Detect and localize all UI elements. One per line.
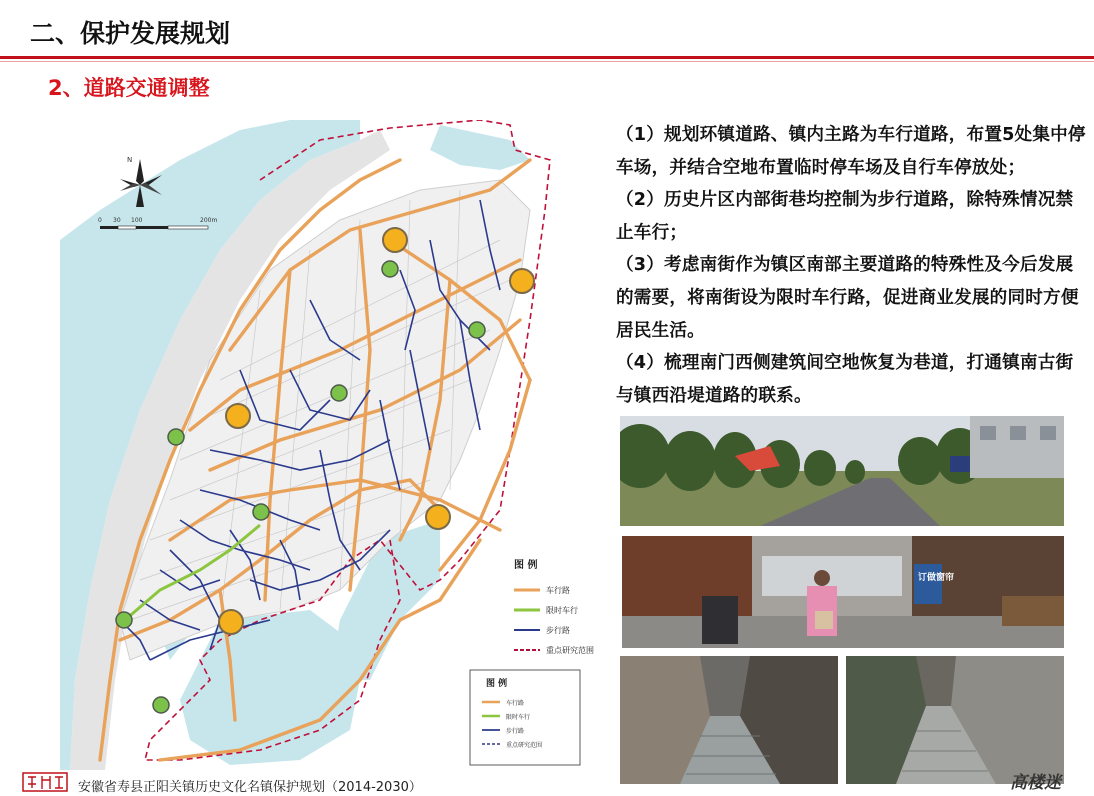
parking-small: [382, 261, 398, 277]
paragraph-4: （4）梳理南门西侧建筑间空地恢复为巷道，打通镇南古街与镇西沿堤道路的联系。: [616, 353, 1074, 406]
legend-label-study: 重点研究范围: [546, 646, 594, 655]
page-subtitle: 2、道路交通调整: [48, 76, 210, 100]
north-label: N: [127, 156, 133, 164]
legend-small-walk: 步行路: [506, 728, 525, 735]
parking-large: [219, 610, 243, 634]
parking-large: [426, 505, 450, 529]
parking-large: [383, 228, 407, 252]
parking-small: [168, 429, 184, 445]
description-panel: [616, 119, 1086, 412]
scale-label-0: 0: [98, 217, 102, 224]
header-divider-thin: [0, 61, 1094, 62]
legend-small-study: 重点研究范围: [506, 742, 543, 749]
scale-label-30: 30: [113, 217, 121, 224]
scale-label-100: 100: [131, 217, 143, 224]
photo-alley-2: [846, 656, 1064, 784]
legend-label-timed: 限时车行: [546, 606, 578, 615]
legend-small-timed: 限时车行: [506, 714, 531, 721]
photo-tree-road: [620, 416, 1064, 526]
parking-large: [510, 269, 534, 293]
paragraph-3: （3）考虑南街作为镇区南部主要道路的特殊性及今后发展的需要，将南街设为限时车行路，促进商业发展的同时方便居民生活。: [616, 255, 1079, 341]
paragraph-2: （2）历史片区内部街巷均控制为步行道路，除特殊情况禁止车行；: [616, 190, 1074, 243]
parking-small: [469, 322, 485, 338]
parking-large: [226, 404, 250, 428]
photo-sign: 订做窗帘: [918, 573, 955, 583]
paragraph-1: （1）规划环镇道路、镇内主路为车行道路，布置5处集中停车场，并结合空地布置临时停车场及自行车停放处；: [616, 125, 1086, 178]
photo-alley-1: [620, 656, 838, 784]
footer-caption: 安徽省寿县正阳关镇历史文化名镇保护规划（2014-2030）: [78, 780, 422, 795]
map-canvas: [60, 120, 608, 770]
legend-title: 图 例: [514, 560, 538, 571]
parking-small: [116, 612, 132, 628]
seal-logo-icon: [22, 772, 68, 792]
scale-bar: [100, 226, 208, 229]
legend-small-title: 图 例: [486, 679, 508, 689]
watermark: 高楼迷: [1010, 773, 1061, 793]
legend-small-vehicle: 车行路: [506, 700, 525, 707]
map-legend: [508, 552, 608, 660]
section-title: 二、保护发展规划: [30, 19, 231, 48]
photo-street-market: [622, 536, 1064, 648]
parking-small: [331, 385, 347, 401]
header-divider: [0, 56, 1094, 59]
traffic-plan-map: [60, 120, 608, 770]
parking-small: [253, 504, 269, 520]
legend-label-vehicle: 车行路: [546, 586, 570, 595]
map-legend-small: [470, 670, 580, 765]
parking-small: [153, 697, 169, 713]
legend-label-walk: 步行路: [546, 626, 570, 635]
scale-label-200: 200m: [200, 217, 218, 224]
